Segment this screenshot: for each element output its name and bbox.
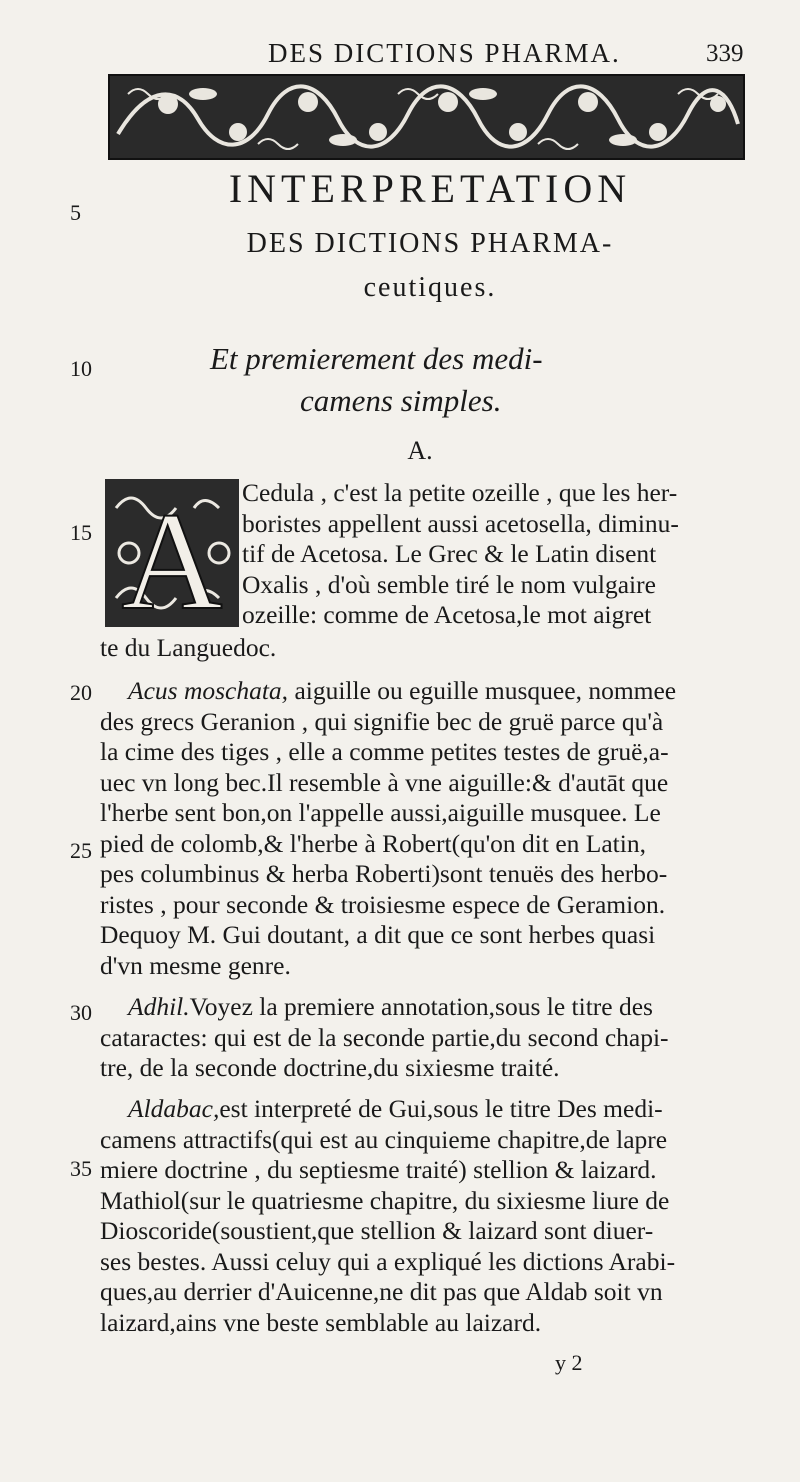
text-line: ozeille: comme de Acetosa,le mot aigret (242, 600, 652, 629)
text-line: d'vn mesme genre. (100, 950, 291, 980)
subtitle (150, 222, 710, 310)
entry-term: Aldabac, (128, 1094, 220, 1123)
section-heading (210, 338, 660, 422)
text-line-content: Voyez la premiere annotation,sous le titre des (189, 992, 653, 1021)
text-line: Oxalis , d'où semble tiré le nom vulgaire (242, 569, 656, 599)
text-line: ques,au derrier d'Auicenne,ne dit pas que Aldab soit vn (100, 1277, 663, 1306)
text-line: Cedula , c'est la petite ozeille , que les her- (242, 478, 678, 507)
signature-mark: y 2 (555, 1350, 583, 1375)
text-line: des grecs Geranion , qui signifie bec de gruë parce qu'à (100, 706, 664, 736)
text-line: Mathiol(sur le quatriesme chapitre, du sixiesme liure de (100, 1185, 670, 1215)
paragraph-aldabac (100, 1094, 740, 1338)
ornamental-drop-cap-a (104, 478, 240, 628)
text-line: pied de colomb,& l'herbe à Robert(qu'on dit en Latin, (100, 828, 646, 858)
subtitle-line-1: DES DICTIONS PHARMA- (246, 228, 614, 259)
text-line (100, 992, 740, 1023)
running-title: DES DICTIONS PHARMA. (268, 38, 621, 68)
paragraph-acus-moschata (100, 676, 740, 981)
text-line: camens attractifs(qui est au cinquieme chapitre,de lapre (100, 1124, 668, 1154)
text-line: ristes , pour seconde & troisiesme espece de Geramion. (100, 889, 666, 919)
text-line: l'herbe sent bon,on l'appelle aussi,aiguille musquee. Le (100, 798, 661, 827)
text-line-content: est interpreté de Gui,sous le titre Des medi- (219, 1094, 663, 1123)
text-line: la cime des tiges , elle a comme petites testes de gruë,a- (100, 737, 669, 766)
svg-text:A: A (121, 484, 223, 628)
section-heading-line-2: camens simples. (300, 383, 502, 418)
running-head (0, 38, 800, 74)
text-line: miere doctrine , du septiesme traité) stellion & laizard. (100, 1155, 657, 1184)
page-number: 339 (706, 40, 744, 67)
entry-term: Adhil. (128, 992, 190, 1021)
text-line (100, 1094, 740, 1125)
section-heading-line-1: Et premierement des medi- (210, 341, 543, 376)
entry-term: Acus moschata, (128, 676, 289, 705)
text-line: cataractes: qui est de la seconde partie,du second chapi- (100, 1022, 669, 1052)
letter-heading: A. (407, 436, 433, 465)
text-line: Dequoy M. Gui doutant, a dit que ce sont herbes quasi (100, 920, 656, 949)
text-line: tif de Acetosa. Le Grec & le Latin disent (242, 539, 657, 568)
margin-line-number: 20 (70, 680, 92, 705)
paragraph-acedula-end (100, 633, 740, 664)
text-line: laizard,ains vne beste semblable au laizard. (100, 1307, 542, 1337)
margin-line-number: 10 (70, 356, 92, 381)
text-line (100, 676, 740, 707)
text-line: tre, de la seconde doctrine,du sixiesme traité. (100, 1053, 560, 1082)
margin-line-number: 30 (70, 1000, 92, 1025)
text-line: te du Languedoc. (100, 633, 277, 662)
main-title: INTERPRETATION (228, 166, 632, 211)
paragraph-acedula (242, 478, 740, 631)
margin-line-number: 35 (70, 1156, 92, 1181)
margin-line-number: 25 (70, 838, 92, 863)
text-line: Dioscoride(soustient,que stellion & laizard sont diuer- (100, 1216, 654, 1245)
paragraph-adhil (100, 992, 740, 1084)
text-line: uec vn long bec.Il resemble à vne aiguille:& d'autāt que (100, 767, 669, 797)
text-line: boristes appellent aussi acetosella, diminu- (242, 508, 679, 538)
margin-line-number: 15 (70, 520, 92, 545)
subtitle-line-2: ceutiques. (363, 272, 497, 303)
text-line: ses bestes. Aussi celuy qui a expliqué les dictions Arabi- (100, 1246, 676, 1276)
text-line: pes columbinus & herba Roberti)sont tenuës des herbo- (100, 859, 668, 888)
margin-line-number: 5 (70, 200, 81, 225)
text-line-content: aiguille ou eguille musquee, nommee (288, 676, 677, 705)
decorative-headpiece-ornament (108, 74, 745, 160)
